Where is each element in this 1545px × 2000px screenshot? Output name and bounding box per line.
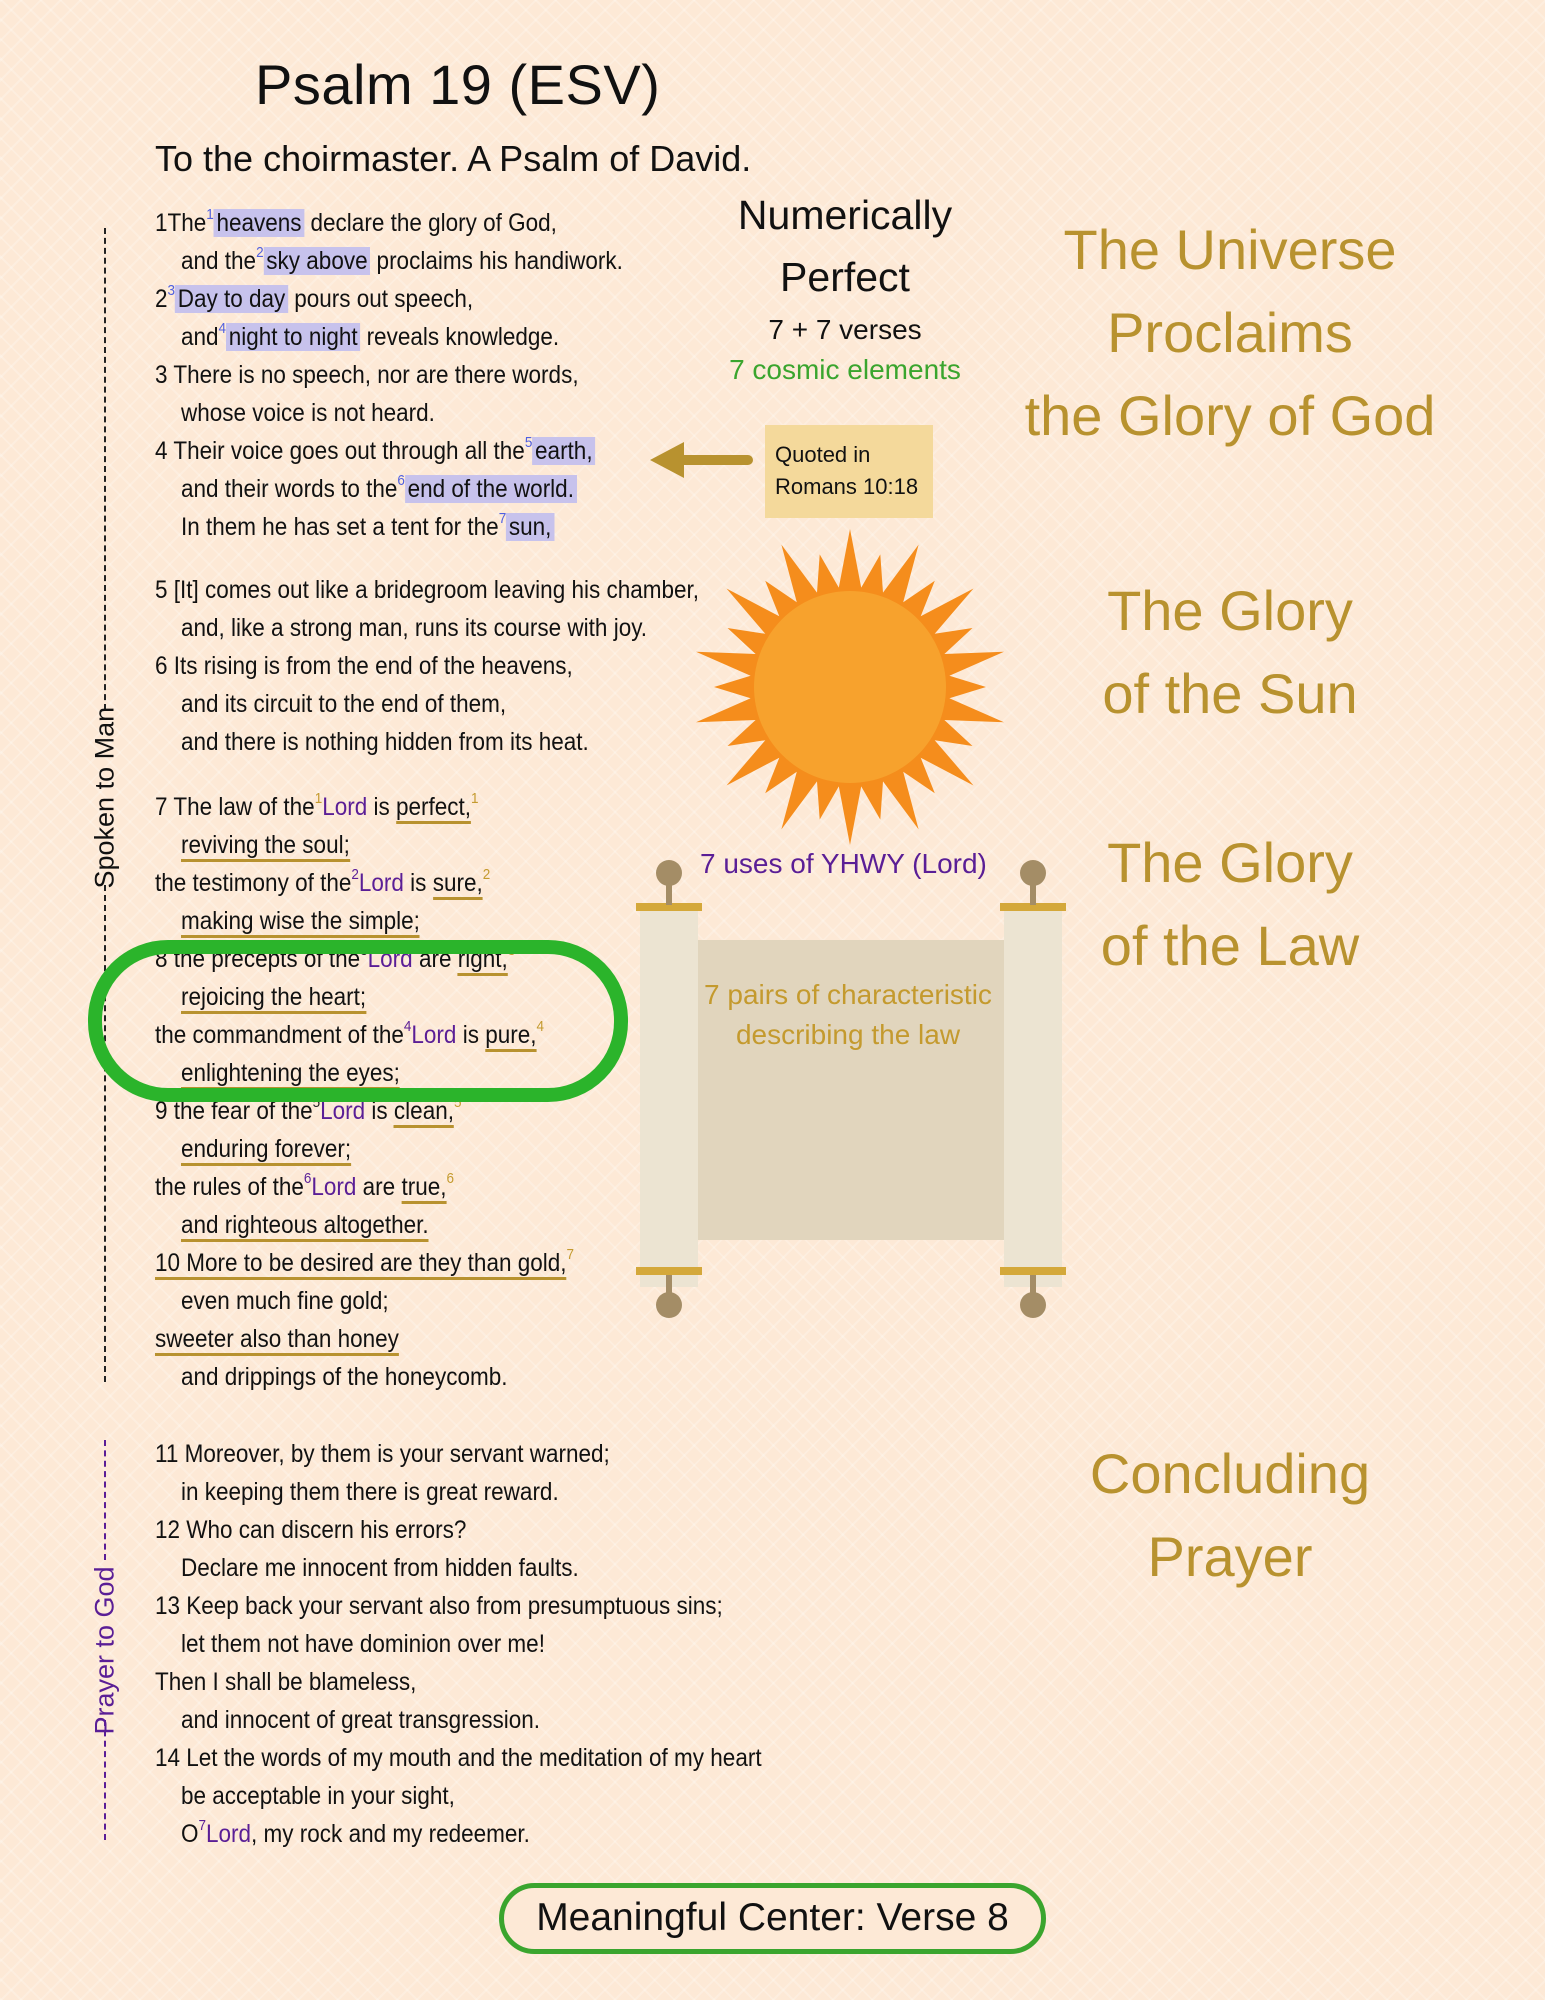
spoken-divider-bottom (104, 885, 106, 1382)
spoken-divider-top (104, 228, 106, 710)
numerically-perfect-box (700, 184, 990, 386)
verse-line: 3 There is no speech, nor are there words, (155, 361, 579, 389)
quote-box (765, 425, 933, 518)
verse-line: 12 Who can discern his errors? (155, 1516, 467, 1544)
verse-line: In them he has set a tent for the$^7$ sun, (181, 509, 554, 545)
scroll-icon (632, 855, 1072, 1325)
scroll-caption: 7 pairs of characteristic describing the law (704, 979, 992, 1050)
np-verse-count: 7 + 7 verses (768, 314, 922, 345)
verse-line: making wise the simple; (181, 903, 420, 939)
verse-8-highlight-oval (88, 940, 628, 1102)
verse-line: 9 the fear of the$^5$Lord is clean,$^5$ (155, 1093, 461, 1129)
yhwy-count-label: 7 uses of YHWY (Lord) (700, 848, 987, 879)
verse-line: and, like a strong man, runs its course with joy. (181, 614, 648, 642)
lord-name: Lord (322, 793, 368, 821)
arrow-left-icon (648, 438, 753, 488)
cosmic-element: Day to day (175, 285, 288, 313)
verse-line: 14 Let the words of my mouth and the meditation of my heart (155, 1744, 762, 1772)
lord-name: Lord (411, 1021, 457, 1049)
side-label-prayer: Prayer to God (89, 1566, 120, 1735)
cosmic-element: sky above (264, 247, 371, 275)
verse-line: whose voice is not heard. (181, 399, 435, 427)
verse-line: and righteous altogether. (181, 1207, 429, 1243)
sun-disk (754, 591, 946, 783)
verse-line: 5 [It] comes out like a bridegroom leaving his chamber, (155, 576, 700, 604)
verse-line: $2^3$ Day to day pours out speech, (155, 282, 474, 313)
prayer-divider-bottom (104, 1720, 106, 1840)
verse-line: 13 Keep back your servant also from presumptuous sins; (155, 1592, 723, 1620)
sun-icon (690, 525, 1010, 850)
section-prayer: Concluding Prayer (1089, 1442, 1371, 1588)
np-heading-1: Numerically (737, 192, 953, 238)
lord-name: Lord (320, 1097, 366, 1125)
page-subtitle: To the choirmaster. A Psalm of David. (155, 138, 752, 179)
section-universe: The Universe Proclaims the Glory of God (1024, 218, 1436, 447)
section-sun: The Glory of the Sun (1102, 579, 1358, 725)
cosmic-element: sun, (506, 513, 554, 541)
verse-line: and the$^2$ sky above proclaims his handiwork. (181, 244, 623, 275)
verse-line: let them not have dominion over me! (181, 1630, 545, 1658)
verse-line: in keeping them there is great reward. (181, 1478, 559, 1506)
verse-line: the commandment of the$^4$Lord is pure,$^4$ (155, 1017, 544, 1053)
cosmic-element: earth, (532, 437, 595, 465)
quote-line-1: Quoted in (775, 442, 871, 467)
verse-line: the testimony of the$^2$Lord is sure,$^2$ (155, 865, 490, 901)
verse-line: 11 Moreover, by them is your servant warned; (155, 1440, 610, 1468)
quote-line-2: Romans 10:18 (775, 474, 919, 499)
cosmic-element: night to night (226, 323, 360, 351)
cosmic-element: heavens (214, 209, 304, 237)
verse-line: and$^4$ night to night reveals knowledge. (181, 320, 560, 351)
section-law: The Glory of the Law (1100, 831, 1360, 977)
verse-line: 8 the precepts of the$^3$Lord are right,$^3$ (155, 941, 515, 977)
verse-line: Declare me innocent from hidden faults. (181, 1554, 579, 1582)
meaningful-center-label: Meaningful Center: Verse 8 (499, 1883, 1046, 1954)
verse-line: Then I shall be blameless, (155, 1668, 417, 1696)
lord-name: Lord (358, 869, 404, 897)
page-title: Psalm 19 (ESV) (255, 53, 661, 116)
verse-line: 10 More to be desired are they than gold,$^7$ (155, 1245, 574, 1281)
lord-name: Lord (206, 1820, 252, 1848)
verse-line: enduring forever; (181, 1131, 351, 1167)
verse-line: and innocent of great transgression. (181, 1706, 540, 1734)
verse-line: $O^7Lord$, my rock and my redeemer. (181, 1817, 530, 1848)
verse-line: and there is nothing hidden from its heat. (181, 728, 589, 756)
verse-line: 7 The law of the$^1$Lord is perfect,$^1$ (155, 789, 479, 825)
side-label-spoken: Spoken to Man (89, 706, 120, 889)
lord-name: Lord (367, 945, 413, 973)
verse-line: sweeter also than honey (155, 1321, 399, 1357)
np-cosmic-count: 7 cosmic elements (729, 354, 961, 385)
verse-line: rejoicing the heart; (181, 979, 366, 1015)
verse-line: be acceptable in your sight, (181, 1782, 455, 1810)
verse-line: 1The$^1$ heavens declare the glory of God, (155, 206, 557, 237)
verse-line: reviving the soul; (181, 827, 350, 863)
verse-line: and their words to the$^6$ end of the world. (181, 471, 577, 507)
verse-line: enlightening the eyes; (181, 1055, 400, 1091)
cosmic-element: end of the world. (405, 475, 577, 503)
verse-line: the rules of the$^6$Lord are true,$^6$ (155, 1169, 454, 1205)
np-heading-2: Perfect (780, 254, 910, 300)
verse-line: even much fine gold; (181, 1287, 389, 1315)
lord-name: Lord (311, 1173, 357, 1201)
verse-line: 6 Its rising is from the end of the heavens, (155, 652, 573, 680)
prayer-divider-top (104, 1440, 106, 1560)
verse-line: 4 Their voice goes out through all the$^5$ earth, (155, 433, 595, 469)
verse-line: and its circuit to the end of them, (181, 690, 507, 718)
verse-line: and drippings of the honeycomb. (181, 1363, 508, 1391)
